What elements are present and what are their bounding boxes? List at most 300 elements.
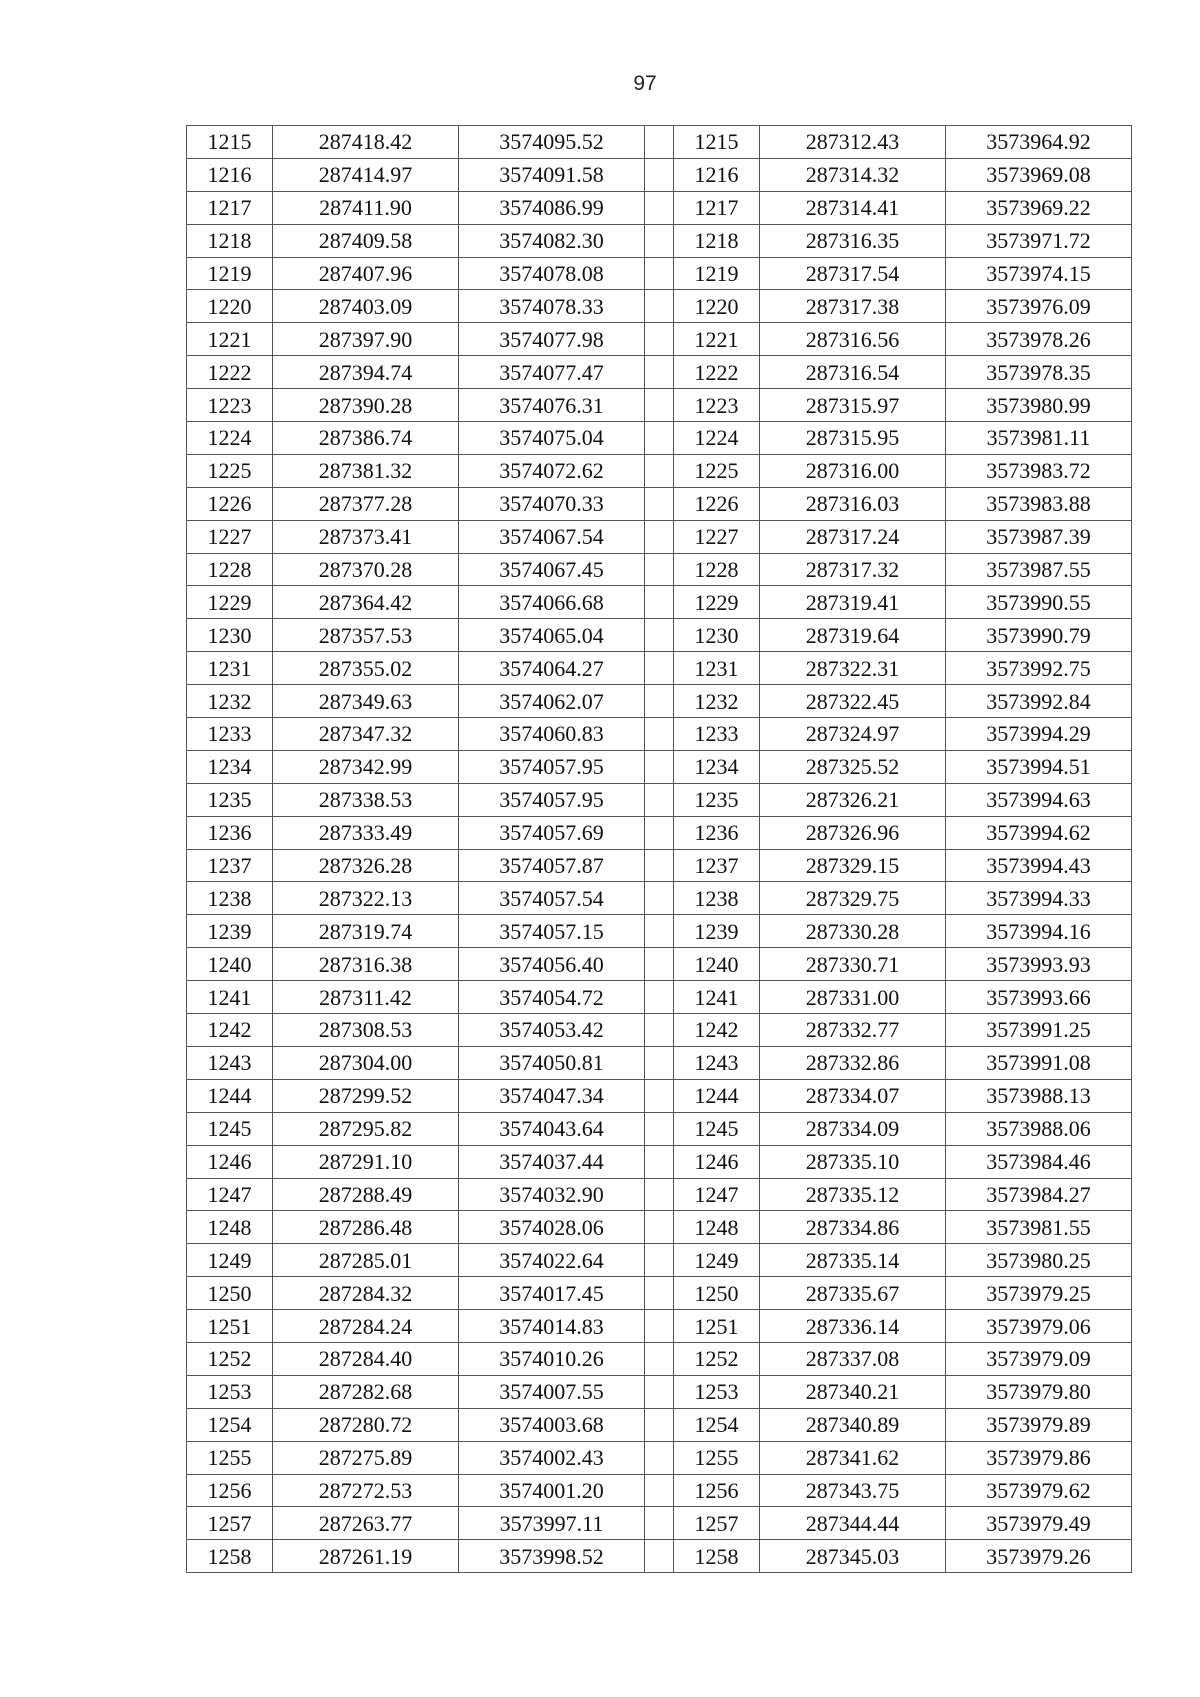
left-x-cell: 287373.41 [273, 520, 459, 553]
separator-cell [645, 948, 674, 981]
table-row [187, 422, 1132, 455]
right-y-cell: 3573983.72 [946, 454, 1132, 487]
left-x-cell: 287284.40 [273, 1342, 459, 1375]
table-row [187, 1079, 1132, 1112]
left-point-id-cell: 1241 [187, 981, 273, 1014]
right-y-cell: 3573979.80 [946, 1375, 1132, 1408]
left-y-cell: 3573997.11 [459, 1507, 645, 1540]
right-y-cell: 3573984.27 [946, 1178, 1132, 1211]
left-x-cell: 287311.42 [273, 981, 459, 1014]
right-point-id-cell: 1251 [674, 1310, 760, 1343]
right-point-id-cell: 1226 [674, 487, 760, 520]
left-point-id-cell: 1242 [187, 1014, 273, 1047]
left-point-id-cell: 1243 [187, 1046, 273, 1079]
right-x-cell: 287344.44 [760, 1507, 946, 1540]
page-number: 97 [633, 72, 657, 95]
right-y-cell: 3573994.43 [946, 849, 1132, 882]
left-y-cell: 3574001.20 [459, 1474, 645, 1507]
separator-cell [645, 487, 674, 520]
right-y-cell: 3573969.08 [946, 158, 1132, 191]
left-y-cell: 3574002.43 [459, 1441, 645, 1474]
table-row [187, 750, 1132, 783]
left-x-cell: 287411.90 [273, 191, 459, 224]
right-point-id-cell: 1240 [674, 948, 760, 981]
right-point-id-cell: 1234 [674, 750, 760, 783]
left-x-cell: 287355.02 [273, 652, 459, 685]
left-point-id-cell: 1238 [187, 882, 273, 915]
separator-cell [645, 257, 674, 290]
right-point-id-cell: 1231 [674, 652, 760, 685]
right-y-cell: 3573980.25 [946, 1244, 1132, 1277]
separator-cell [645, 652, 674, 685]
left-point-id-cell: 1244 [187, 1079, 273, 1112]
table-row [187, 323, 1132, 356]
right-point-id-cell: 1227 [674, 520, 760, 553]
separator-cell [645, 191, 674, 224]
left-x-cell: 287284.24 [273, 1310, 459, 1343]
table-row [187, 1408, 1132, 1441]
table-row [187, 1112, 1132, 1145]
right-y-cell: 3573990.79 [946, 619, 1132, 652]
right-point-id-cell: 1237 [674, 849, 760, 882]
left-y-cell: 3574053.42 [459, 1014, 645, 1047]
table-row [187, 1375, 1132, 1408]
table-row [187, 1310, 1132, 1343]
separator-cell [645, 619, 674, 652]
left-y-cell: 3574047.34 [459, 1079, 645, 1112]
right-x-cell: 287336.14 [760, 1310, 946, 1343]
left-y-cell: 3574054.72 [459, 981, 645, 1014]
separator-cell [645, 224, 674, 257]
right-x-cell: 287314.41 [760, 191, 946, 224]
left-x-cell: 287299.52 [273, 1079, 459, 1112]
table-row [187, 849, 1132, 882]
right-y-cell: 3573979.25 [946, 1277, 1132, 1310]
right-x-cell: 287317.54 [760, 257, 946, 290]
left-point-id-cell: 1230 [187, 619, 273, 652]
right-y-cell: 3573988.13 [946, 1079, 1132, 1112]
right-y-cell: 3573979.89 [946, 1408, 1132, 1441]
right-point-id-cell: 1244 [674, 1079, 760, 1112]
left-x-cell: 287286.48 [273, 1211, 459, 1244]
right-x-cell: 287330.28 [760, 915, 946, 948]
left-point-id-cell: 1215 [187, 126, 273, 159]
table-row [187, 718, 1132, 751]
right-y-cell: 3573994.16 [946, 915, 1132, 948]
table-row [187, 520, 1132, 553]
right-point-id-cell: 1258 [674, 1540, 760, 1573]
right-point-id-cell: 1249 [674, 1244, 760, 1277]
separator-cell [645, 1507, 674, 1540]
left-x-cell: 287386.74 [273, 422, 459, 455]
left-y-cell: 3574057.69 [459, 816, 645, 849]
left-y-cell: 3574028.06 [459, 1211, 645, 1244]
right-x-cell: 287316.00 [760, 454, 946, 487]
table-row [187, 158, 1132, 191]
left-y-cell: 3574067.54 [459, 520, 645, 553]
separator-cell [645, 1408, 674, 1441]
right-point-id-cell: 1228 [674, 553, 760, 586]
separator-cell [645, 1244, 674, 1277]
left-y-cell: 3574014.83 [459, 1310, 645, 1343]
left-x-cell: 287414.97 [273, 158, 459, 191]
left-x-cell: 287282.68 [273, 1375, 459, 1408]
right-y-cell: 3573993.66 [946, 981, 1132, 1014]
separator-cell [645, 1375, 674, 1408]
right-y-cell: 3573991.25 [946, 1014, 1132, 1047]
right-y-cell: 3573979.62 [946, 1474, 1132, 1507]
right-x-cell: 287340.21 [760, 1375, 946, 1408]
right-x-cell: 287316.54 [760, 356, 946, 389]
right-y-cell: 3573994.51 [946, 750, 1132, 783]
right-x-cell: 287317.38 [760, 290, 946, 323]
right-x-cell: 287332.86 [760, 1046, 946, 1079]
right-y-cell: 3573979.26 [946, 1540, 1132, 1573]
left-y-cell: 3574091.58 [459, 158, 645, 191]
right-point-id-cell: 1255 [674, 1441, 760, 1474]
left-point-id-cell: 1232 [187, 685, 273, 718]
right-point-id-cell: 1216 [674, 158, 760, 191]
table-row [187, 553, 1132, 586]
table-row [187, 356, 1132, 389]
right-point-id-cell: 1239 [674, 915, 760, 948]
right-x-cell: 287345.03 [760, 1540, 946, 1573]
left-y-cell: 3574072.62 [459, 454, 645, 487]
left-point-id-cell: 1248 [187, 1211, 273, 1244]
table-row [187, 882, 1132, 915]
separator-cell [645, 1014, 674, 1047]
right-point-id-cell: 1223 [674, 389, 760, 422]
left-x-cell: 287364.42 [273, 586, 459, 619]
left-point-id-cell: 1257 [187, 1507, 273, 1540]
separator-cell [645, 1474, 674, 1507]
left-point-id-cell: 1258 [187, 1540, 273, 1573]
coordinates-table [186, 125, 1132, 1573]
left-point-id-cell: 1226 [187, 487, 273, 520]
left-x-cell: 287370.28 [273, 553, 459, 586]
left-point-id-cell: 1216 [187, 158, 273, 191]
left-x-cell: 287280.72 [273, 1408, 459, 1441]
left-point-id-cell: 1245 [187, 1112, 273, 1145]
right-y-cell: 3573974.15 [946, 257, 1132, 290]
right-point-id-cell: 1256 [674, 1474, 760, 1507]
table-row [187, 191, 1132, 224]
left-y-cell: 3574032.90 [459, 1178, 645, 1211]
table-row [187, 1244, 1132, 1277]
right-x-cell: 287335.14 [760, 1244, 946, 1277]
left-point-id-cell: 1223 [187, 389, 273, 422]
right-point-id-cell: 1246 [674, 1145, 760, 1178]
separator-cell [645, 1178, 674, 1211]
left-x-cell: 287295.82 [273, 1112, 459, 1145]
separator-cell [645, 520, 674, 553]
right-point-id-cell: 1230 [674, 619, 760, 652]
left-x-cell: 287397.90 [273, 323, 459, 356]
right-x-cell: 287341.62 [760, 1441, 946, 1474]
right-y-cell: 3573981.55 [946, 1211, 1132, 1244]
right-point-id-cell: 1238 [674, 882, 760, 915]
left-y-cell: 3574050.81 [459, 1046, 645, 1079]
left-x-cell: 287272.53 [273, 1474, 459, 1507]
separator-cell [645, 1145, 674, 1178]
left-x-cell: 287322.13 [273, 882, 459, 915]
left-x-cell: 287275.89 [273, 1441, 459, 1474]
table-row [187, 783, 1132, 816]
right-point-id-cell: 1250 [674, 1277, 760, 1310]
right-point-id-cell: 1220 [674, 290, 760, 323]
table-row [187, 816, 1132, 849]
separator-cell [645, 1441, 674, 1474]
left-point-id-cell: 1228 [187, 553, 273, 586]
left-x-cell: 287288.49 [273, 1178, 459, 1211]
left-y-cell: 3574043.64 [459, 1112, 645, 1145]
left-x-cell: 287407.96 [273, 257, 459, 290]
left-x-cell: 287326.28 [273, 849, 459, 882]
right-y-cell: 3573983.88 [946, 487, 1132, 520]
left-y-cell: 3574062.07 [459, 685, 645, 718]
left-x-cell: 287377.28 [273, 487, 459, 520]
right-x-cell: 287316.56 [760, 323, 946, 356]
left-point-id-cell: 1235 [187, 783, 273, 816]
separator-cell [645, 750, 674, 783]
left-x-cell: 287333.49 [273, 816, 459, 849]
separator-cell [645, 1211, 674, 1244]
table-row [187, 126, 1132, 159]
left-point-id-cell: 1247 [187, 1178, 273, 1211]
left-y-cell: 3574077.47 [459, 356, 645, 389]
left-y-cell: 3574060.83 [459, 718, 645, 751]
coordinates-table-body [187, 126, 1132, 1573]
right-y-cell: 3573987.39 [946, 520, 1132, 553]
right-x-cell: 287315.95 [760, 422, 946, 455]
separator-cell [645, 1046, 674, 1079]
right-y-cell: 3573979.49 [946, 1507, 1132, 1540]
separator-cell [645, 586, 674, 619]
left-x-cell: 287342.99 [273, 750, 459, 783]
left-y-cell: 3574086.99 [459, 191, 645, 224]
table-row [187, 1014, 1132, 1047]
left-y-cell: 3574057.54 [459, 882, 645, 915]
left-x-cell: 287381.32 [273, 454, 459, 487]
left-x-cell: 287390.28 [273, 389, 459, 422]
left-point-id-cell: 1219 [187, 257, 273, 290]
right-x-cell: 287316.35 [760, 224, 946, 257]
right-y-cell: 3573987.55 [946, 553, 1132, 586]
table-row [187, 1178, 1132, 1211]
separator-cell [645, 422, 674, 455]
right-y-cell: 3573981.11 [946, 422, 1132, 455]
right-x-cell: 287326.96 [760, 816, 946, 849]
right-point-id-cell: 1221 [674, 323, 760, 356]
right-y-cell: 3573969.22 [946, 191, 1132, 224]
table-row [187, 1211, 1132, 1244]
separator-cell [645, 290, 674, 323]
right-x-cell: 287340.89 [760, 1408, 946, 1441]
left-y-cell: 3574078.33 [459, 290, 645, 323]
right-y-cell: 3573984.46 [946, 1145, 1132, 1178]
left-point-id-cell: 1239 [187, 915, 273, 948]
table-row [187, 619, 1132, 652]
right-point-id-cell: 1247 [674, 1178, 760, 1211]
left-y-cell: 3574003.68 [459, 1408, 645, 1441]
separator-cell [645, 849, 674, 882]
table-row [187, 487, 1132, 520]
table-row [187, 1342, 1132, 1375]
left-x-cell: 287409.58 [273, 224, 459, 257]
table-row [187, 1507, 1132, 1540]
right-y-cell: 3573994.62 [946, 816, 1132, 849]
left-y-cell: 3574010.26 [459, 1342, 645, 1375]
right-y-cell: 3573979.09 [946, 1342, 1132, 1375]
right-point-id-cell: 1248 [674, 1211, 760, 1244]
separator-cell [645, 1310, 674, 1343]
right-x-cell: 287324.97 [760, 718, 946, 751]
right-x-cell: 287335.67 [760, 1277, 946, 1310]
right-y-cell: 3573992.84 [946, 685, 1132, 718]
right-point-id-cell: 1242 [674, 1014, 760, 1047]
left-y-cell: 3574022.64 [459, 1244, 645, 1277]
left-y-cell: 3574007.55 [459, 1375, 645, 1408]
right-x-cell: 287312.43 [760, 126, 946, 159]
left-y-cell: 3574057.15 [459, 915, 645, 948]
left-x-cell: 287308.53 [273, 1014, 459, 1047]
right-x-cell: 287329.15 [760, 849, 946, 882]
left-y-cell: 3574065.04 [459, 619, 645, 652]
separator-cell [645, 915, 674, 948]
separator-cell [645, 882, 674, 915]
right-x-cell: 287334.86 [760, 1211, 946, 1244]
right-point-id-cell: 1253 [674, 1375, 760, 1408]
right-point-id-cell: 1245 [674, 1112, 760, 1145]
right-x-cell: 287322.45 [760, 685, 946, 718]
left-x-cell: 287418.42 [273, 126, 459, 159]
separator-cell [645, 158, 674, 191]
right-y-cell: 3573976.09 [946, 290, 1132, 323]
right-x-cell: 287326.21 [760, 783, 946, 816]
left-point-id-cell: 1218 [187, 224, 273, 257]
left-point-id-cell: 1256 [187, 1474, 273, 1507]
left-point-id-cell: 1255 [187, 1441, 273, 1474]
right-x-cell: 287334.09 [760, 1112, 946, 1145]
right-y-cell: 3573990.55 [946, 586, 1132, 619]
table-row [187, 1474, 1132, 1507]
right-x-cell: 287314.32 [760, 158, 946, 191]
right-x-cell: 287343.75 [760, 1474, 946, 1507]
left-y-cell: 3574077.98 [459, 323, 645, 356]
right-x-cell: 287317.32 [760, 553, 946, 586]
left-x-cell: 287347.32 [273, 718, 459, 751]
left-x-cell: 287338.53 [273, 783, 459, 816]
separator-cell [645, 323, 674, 356]
left-y-cell: 3574057.87 [459, 849, 645, 882]
left-point-id-cell: 1249 [187, 1244, 273, 1277]
left-y-cell: 3574066.68 [459, 586, 645, 619]
left-x-cell: 287316.38 [273, 948, 459, 981]
left-y-cell: 3574082.30 [459, 224, 645, 257]
left-y-cell: 3574067.45 [459, 553, 645, 586]
left-y-cell: 3574070.33 [459, 487, 645, 520]
table-row [187, 389, 1132, 422]
right-point-id-cell: 1232 [674, 685, 760, 718]
left-y-cell: 3573998.52 [459, 1540, 645, 1573]
left-y-cell: 3574075.04 [459, 422, 645, 455]
right-x-cell: 287330.71 [760, 948, 946, 981]
left-point-id-cell: 1237 [187, 849, 273, 882]
left-y-cell: 3574076.31 [459, 389, 645, 422]
right-x-cell: 287337.08 [760, 1342, 946, 1375]
table-row [187, 224, 1132, 257]
table-row [187, 685, 1132, 718]
right-x-cell: 287319.41 [760, 586, 946, 619]
table-row [187, 652, 1132, 685]
right-x-cell: 287335.12 [760, 1178, 946, 1211]
right-y-cell: 3573994.33 [946, 882, 1132, 915]
right-point-id-cell: 1215 [674, 126, 760, 159]
separator-cell [645, 1540, 674, 1573]
separator-cell [645, 816, 674, 849]
right-y-cell: 3573979.06 [946, 1310, 1132, 1343]
separator-cell [645, 1277, 674, 1310]
separator-cell [645, 981, 674, 1014]
right-y-cell: 3573994.63 [946, 783, 1132, 816]
separator-cell [645, 783, 674, 816]
left-point-id-cell: 1220 [187, 290, 273, 323]
left-x-cell: 287357.53 [273, 619, 459, 652]
right-point-id-cell: 1225 [674, 454, 760, 487]
right-y-cell: 3573988.06 [946, 1112, 1132, 1145]
left-x-cell: 287394.74 [273, 356, 459, 389]
right-y-cell: 3573971.72 [946, 224, 1132, 257]
left-point-id-cell: 1221 [187, 323, 273, 356]
table-row [187, 1540, 1132, 1573]
left-point-id-cell: 1250 [187, 1277, 273, 1310]
right-x-cell: 287332.77 [760, 1014, 946, 1047]
left-x-cell: 287403.09 [273, 290, 459, 323]
left-x-cell: 287284.32 [273, 1277, 459, 1310]
left-x-cell: 287304.00 [273, 1046, 459, 1079]
right-point-id-cell: 1233 [674, 718, 760, 751]
right-x-cell: 287316.03 [760, 487, 946, 520]
table-row [187, 1441, 1132, 1474]
right-point-id-cell: 1254 [674, 1408, 760, 1441]
separator-cell [645, 356, 674, 389]
right-y-cell: 3573991.08 [946, 1046, 1132, 1079]
left-point-id-cell: 1227 [187, 520, 273, 553]
right-y-cell: 3573978.26 [946, 323, 1132, 356]
right-x-cell: 287335.10 [760, 1145, 946, 1178]
left-y-cell: 3574057.95 [459, 750, 645, 783]
left-x-cell: 287349.63 [273, 685, 459, 718]
right-point-id-cell: 1235 [674, 783, 760, 816]
table-row [187, 1145, 1132, 1178]
right-x-cell: 287322.31 [760, 652, 946, 685]
separator-cell [645, 454, 674, 487]
right-x-cell: 287331.00 [760, 981, 946, 1014]
left-point-id-cell: 1251 [187, 1310, 273, 1343]
right-y-cell: 3573979.86 [946, 1441, 1132, 1474]
left-point-id-cell: 1253 [187, 1375, 273, 1408]
right-point-id-cell: 1222 [674, 356, 760, 389]
right-y-cell: 3573992.75 [946, 652, 1132, 685]
left-y-cell: 3574017.45 [459, 1277, 645, 1310]
left-point-id-cell: 1240 [187, 948, 273, 981]
table-row [187, 290, 1132, 323]
left-point-id-cell: 1217 [187, 191, 273, 224]
left-x-cell: 287285.01 [273, 1244, 459, 1277]
left-y-cell: 3574037.44 [459, 1145, 645, 1178]
left-y-cell: 3574064.27 [459, 652, 645, 685]
right-y-cell: 3573978.35 [946, 356, 1132, 389]
